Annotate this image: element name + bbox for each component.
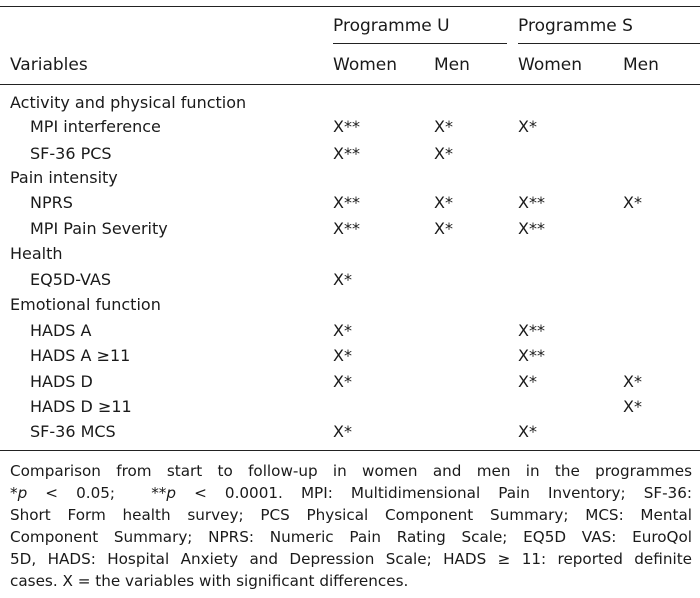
cell-u-women: X** (333, 144, 360, 163)
cell-u-women: X* (333, 372, 352, 391)
row-label: MPI interference (30, 117, 161, 136)
footnote-line-2 (10, 482, 692, 504)
row-label: HADS D (30, 372, 93, 391)
row-label: SF-36 PCS (30, 144, 112, 163)
cell-u-men: X* (434, 193, 453, 212)
cell-s-women: X** (518, 321, 545, 340)
cell-s-women: X** (518, 346, 545, 365)
footnote-line-6: cases. X = the variables with significant differences. (10, 572, 409, 590)
cell-u-men: X* (434, 144, 453, 163)
cell-s-men: X* (623, 193, 642, 212)
sig-symbol-1: * (10, 484, 18, 502)
programme-u-underline (333, 43, 507, 44)
cell-u-men: X* (434, 117, 453, 136)
table-footnote (10, 460, 692, 592)
category-label: Pain intensity (10, 168, 118, 187)
cell-s-men: X* (623, 372, 642, 391)
cell-u-women: X* (333, 321, 352, 340)
cell-s-men: X* (623, 397, 642, 416)
category-label: Activity and physical function (10, 93, 247, 112)
cell-u-women: X** (333, 193, 360, 212)
programme-s-underline (518, 43, 700, 44)
row-label: MPI Pain Severity (30, 219, 168, 238)
row-label: SF-36 MCS (30, 422, 116, 441)
programme-u-header: Programme U (333, 16, 450, 36)
cell-s-women: X** (518, 193, 545, 212)
cell-u-women: X** (333, 117, 360, 136)
cell-u-women: X* (333, 422, 352, 441)
header-rule (0, 84, 700, 85)
cell-s-women: X* (518, 372, 537, 391)
cell-s-women: X* (518, 422, 537, 441)
footnote-abbrev-start: MPI: Multidimensional Pain Inventory; SF-36: (282, 484, 693, 502)
row-label: HADS A (30, 321, 92, 340)
cell-u-women: X* (333, 346, 352, 365)
row-label: HADS D ≥11 (30, 397, 132, 416)
programme-u-men-header: Men (434, 55, 470, 75)
programme-s-women-header: Women (518, 55, 583, 75)
footnote-line-1: Comparison from start to follow-up in women and men in the programmes (10, 462, 692, 480)
footnote-line-4: Component Summary; NPRS: Numeric Pain Rating Scale; EQ5D VAS: EuroQol (10, 528, 692, 546)
row-label: NPRS (30, 193, 73, 212)
cell-s-women: X** (518, 219, 545, 238)
row-label: HADS A ≥11 (30, 346, 131, 365)
sig-threshold-1: < 0.05; (27, 484, 116, 502)
top-rule (0, 6, 700, 7)
programme-s-header: Programme S (518, 16, 633, 36)
row-label: EQ5D-VAS (30, 270, 112, 289)
sig-threshold-2: < 0.0001. (176, 484, 283, 502)
cell-u-women: X** (333, 219, 360, 238)
variables-header: Variables (10, 55, 88, 75)
bottom-rule (0, 450, 700, 451)
footnote-line-5: 5D, HADS: Hospital Anxiety and Depression Scale; HADS ≥ 11: reported definite (10, 550, 692, 568)
cell-u-men: X* (434, 219, 453, 238)
programme-s-men-header: Men (623, 55, 659, 75)
p-symbol-2: p (166, 484, 177, 502)
category-label: Emotional function (10, 295, 161, 314)
cell-u-women: X* (333, 270, 352, 289)
cell-s-women: X* (518, 117, 537, 136)
programme-u-women-header: Women (333, 55, 398, 75)
p-symbol-1: p (17, 484, 28, 502)
sig-symbol-2: ** (151, 484, 167, 502)
footnote-line-3: Short Form health survey; PCS Physical Component Summary; MCS: Mental (10, 506, 692, 524)
category-label: Health (10, 244, 63, 263)
